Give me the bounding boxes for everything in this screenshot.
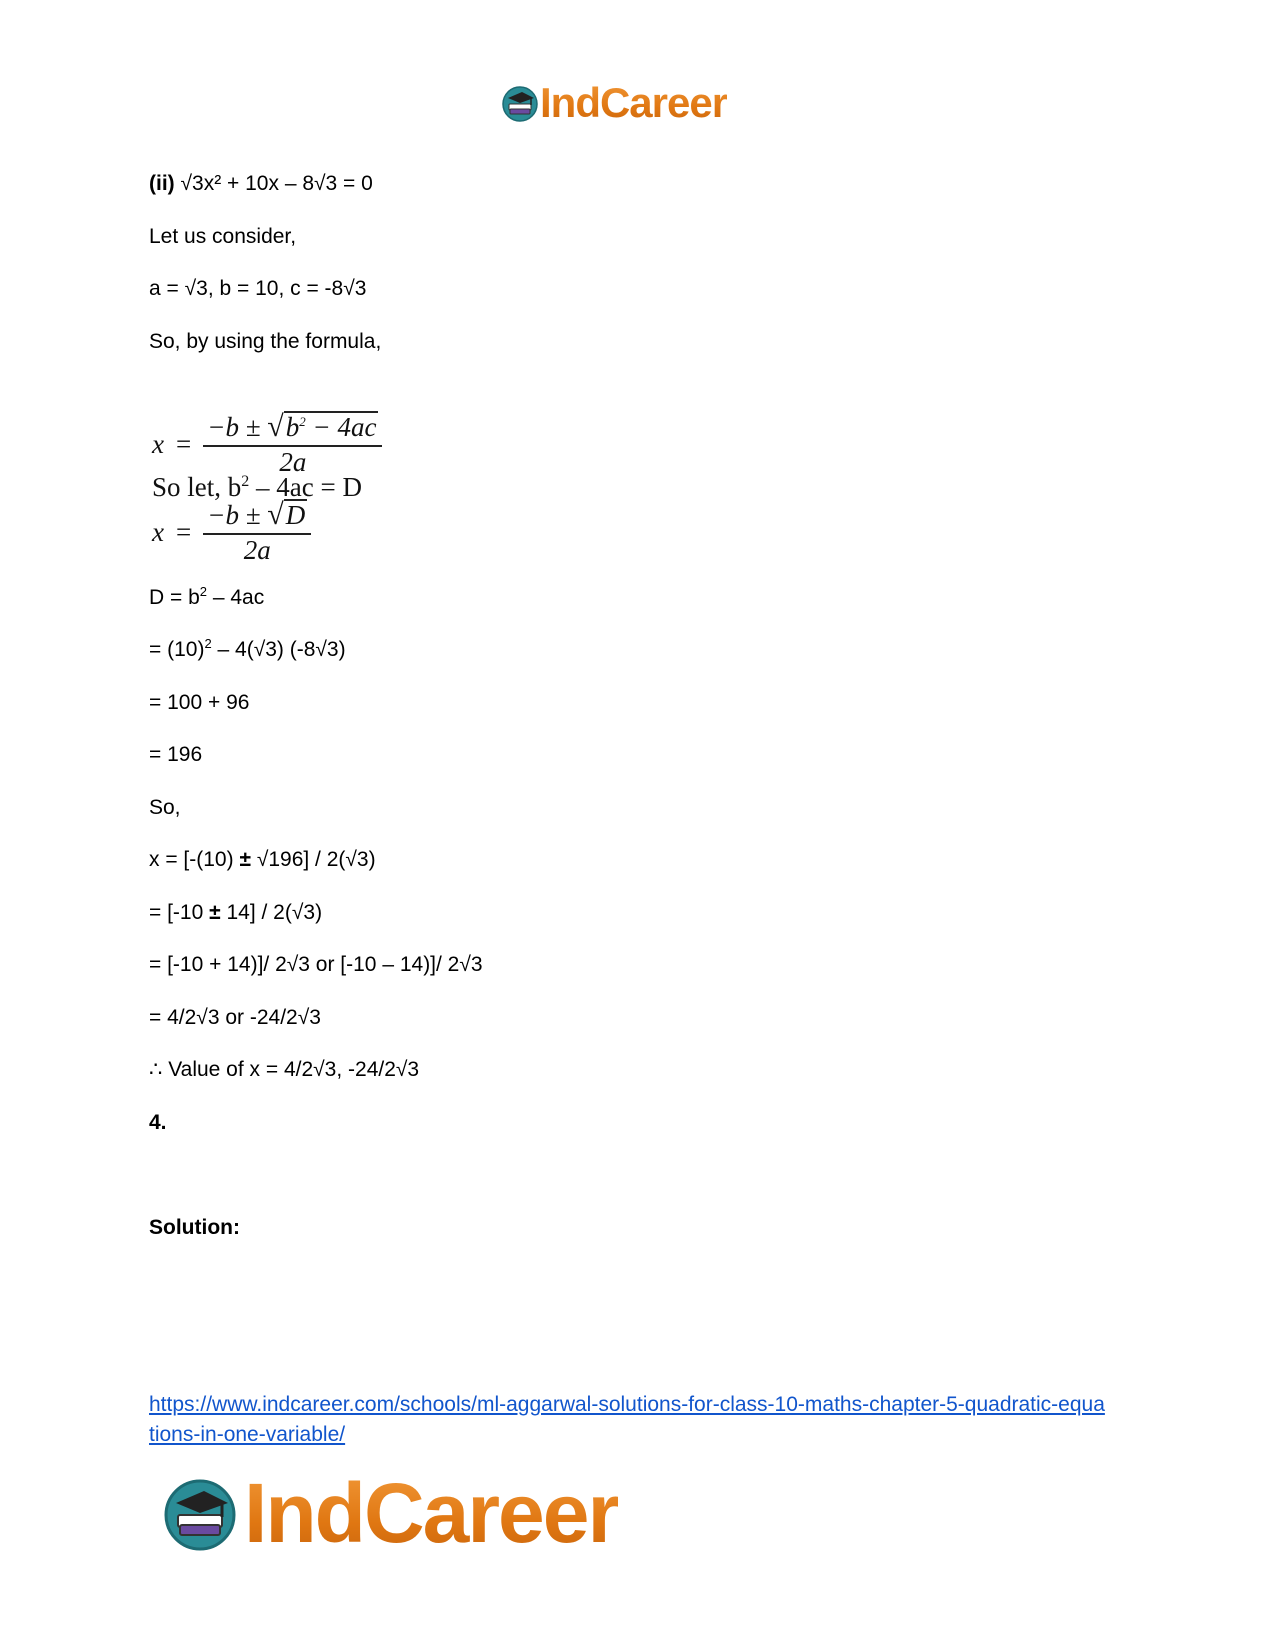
step-x-values: = 4/2√3 or -24/2√3 xyxy=(149,1006,321,1029)
formula-equals-2: = xyxy=(175,516,192,547)
footer-logo-text: IndCareer xyxy=(244,1466,619,1560)
formula-sqrt-1 xyxy=(267,411,378,441)
step-d-definition xyxy=(149,585,264,611)
formula-denominator-1: 2a xyxy=(279,446,307,477)
sqrt-icon: √ xyxy=(267,497,284,531)
formula-row-2 xyxy=(152,496,382,568)
formula-let-d xyxy=(152,474,382,500)
let-text-b: – 4ac = D xyxy=(249,472,362,502)
header-logo xyxy=(500,78,727,128)
step-x2-b: 14] / 2(√3) xyxy=(220,901,323,924)
text-coefficients: a = √3, b = 10, c = -8√3 xyxy=(149,277,367,300)
final-answer: ∴ Value of x = 4/2√3, -24/2√3 xyxy=(149,1058,420,1081)
text-so: So, xyxy=(149,796,181,819)
step-x1-a: x = [-(10) xyxy=(149,848,240,871)
step-d-sum: = 100 + 96 xyxy=(149,691,250,714)
step-d2-a: = (10) xyxy=(149,638,205,661)
sqrt-icon: √ xyxy=(267,409,284,443)
quadratic-formula-block xyxy=(152,408,382,568)
formula-fraction-2 xyxy=(203,499,311,566)
radicand-sup: 2 xyxy=(299,413,306,429)
let-sup: 2 xyxy=(241,473,250,490)
source-link[interactable]: https://www.indcareer.com/schools/ml-aggarwal-solutions-for-class-10-maths-chapter-5-quadratic-equations-in-one-variable/ xyxy=(149,1393,1105,1446)
step-d-b: – 4ac xyxy=(207,586,265,609)
step-d2-sup: 2 xyxy=(204,636,212,651)
step-x1-b: √196] / 2(√3) xyxy=(250,848,376,871)
header-logo-text: IndCareer xyxy=(540,79,728,126)
text-let-consider: Let us consider, xyxy=(149,225,297,248)
formula-x-2: x xyxy=(152,516,164,547)
formula-sqrt-2 xyxy=(267,499,307,529)
formula-equals: = xyxy=(175,428,192,459)
text-using-formula: So, by using the formula, xyxy=(149,330,382,353)
formula-row-1 xyxy=(152,408,382,480)
footer-logo xyxy=(160,1465,618,1561)
step-x-split: = [-10 + 14)]/ 2√3 or [-10 – 14)]/ 2√3 xyxy=(149,953,483,976)
question-equation: √3x² + 10x – 8√3 = 0 xyxy=(174,172,373,195)
solution-label: Solution: xyxy=(149,1216,240,1239)
formula-minus-b-2: −b ± xyxy=(207,499,261,530)
formula-denominator-2: 2a xyxy=(243,534,271,565)
step-d-a: D = b xyxy=(149,586,200,609)
question-4-label: 4. xyxy=(149,1111,167,1134)
radicand-b: b xyxy=(285,411,300,442)
question-ii xyxy=(149,171,373,197)
formula-radicand-2: D xyxy=(285,499,306,530)
step-d2-b: – 4(√3) (-8√3) xyxy=(211,638,346,661)
step-d-result: = 196 xyxy=(149,743,203,766)
formula-fraction-1 xyxy=(203,411,382,478)
step-x1-pm: ± xyxy=(239,848,251,871)
logo-globe-icon xyxy=(160,1473,240,1553)
formula-radicand-1 xyxy=(284,411,379,441)
formula-x: x xyxy=(152,428,164,459)
step-x2-a: = [-10 xyxy=(149,901,210,924)
formula-numerator-1 xyxy=(203,411,382,447)
step-d-substitute xyxy=(149,637,346,663)
step-x2-pm: ± xyxy=(209,901,221,924)
radicand-rest: − 4ac xyxy=(305,411,377,442)
formula-numerator-2 xyxy=(203,499,311,535)
let-text-a: So let, b xyxy=(152,472,242,502)
formula-minus-b: −b ± xyxy=(207,411,261,442)
step-x-simplify xyxy=(149,900,322,926)
step-d-sup: 2 xyxy=(199,584,208,599)
question-label: (ii) xyxy=(149,172,175,195)
logo-globe-icon xyxy=(500,83,540,123)
step-x-formula xyxy=(149,847,376,873)
